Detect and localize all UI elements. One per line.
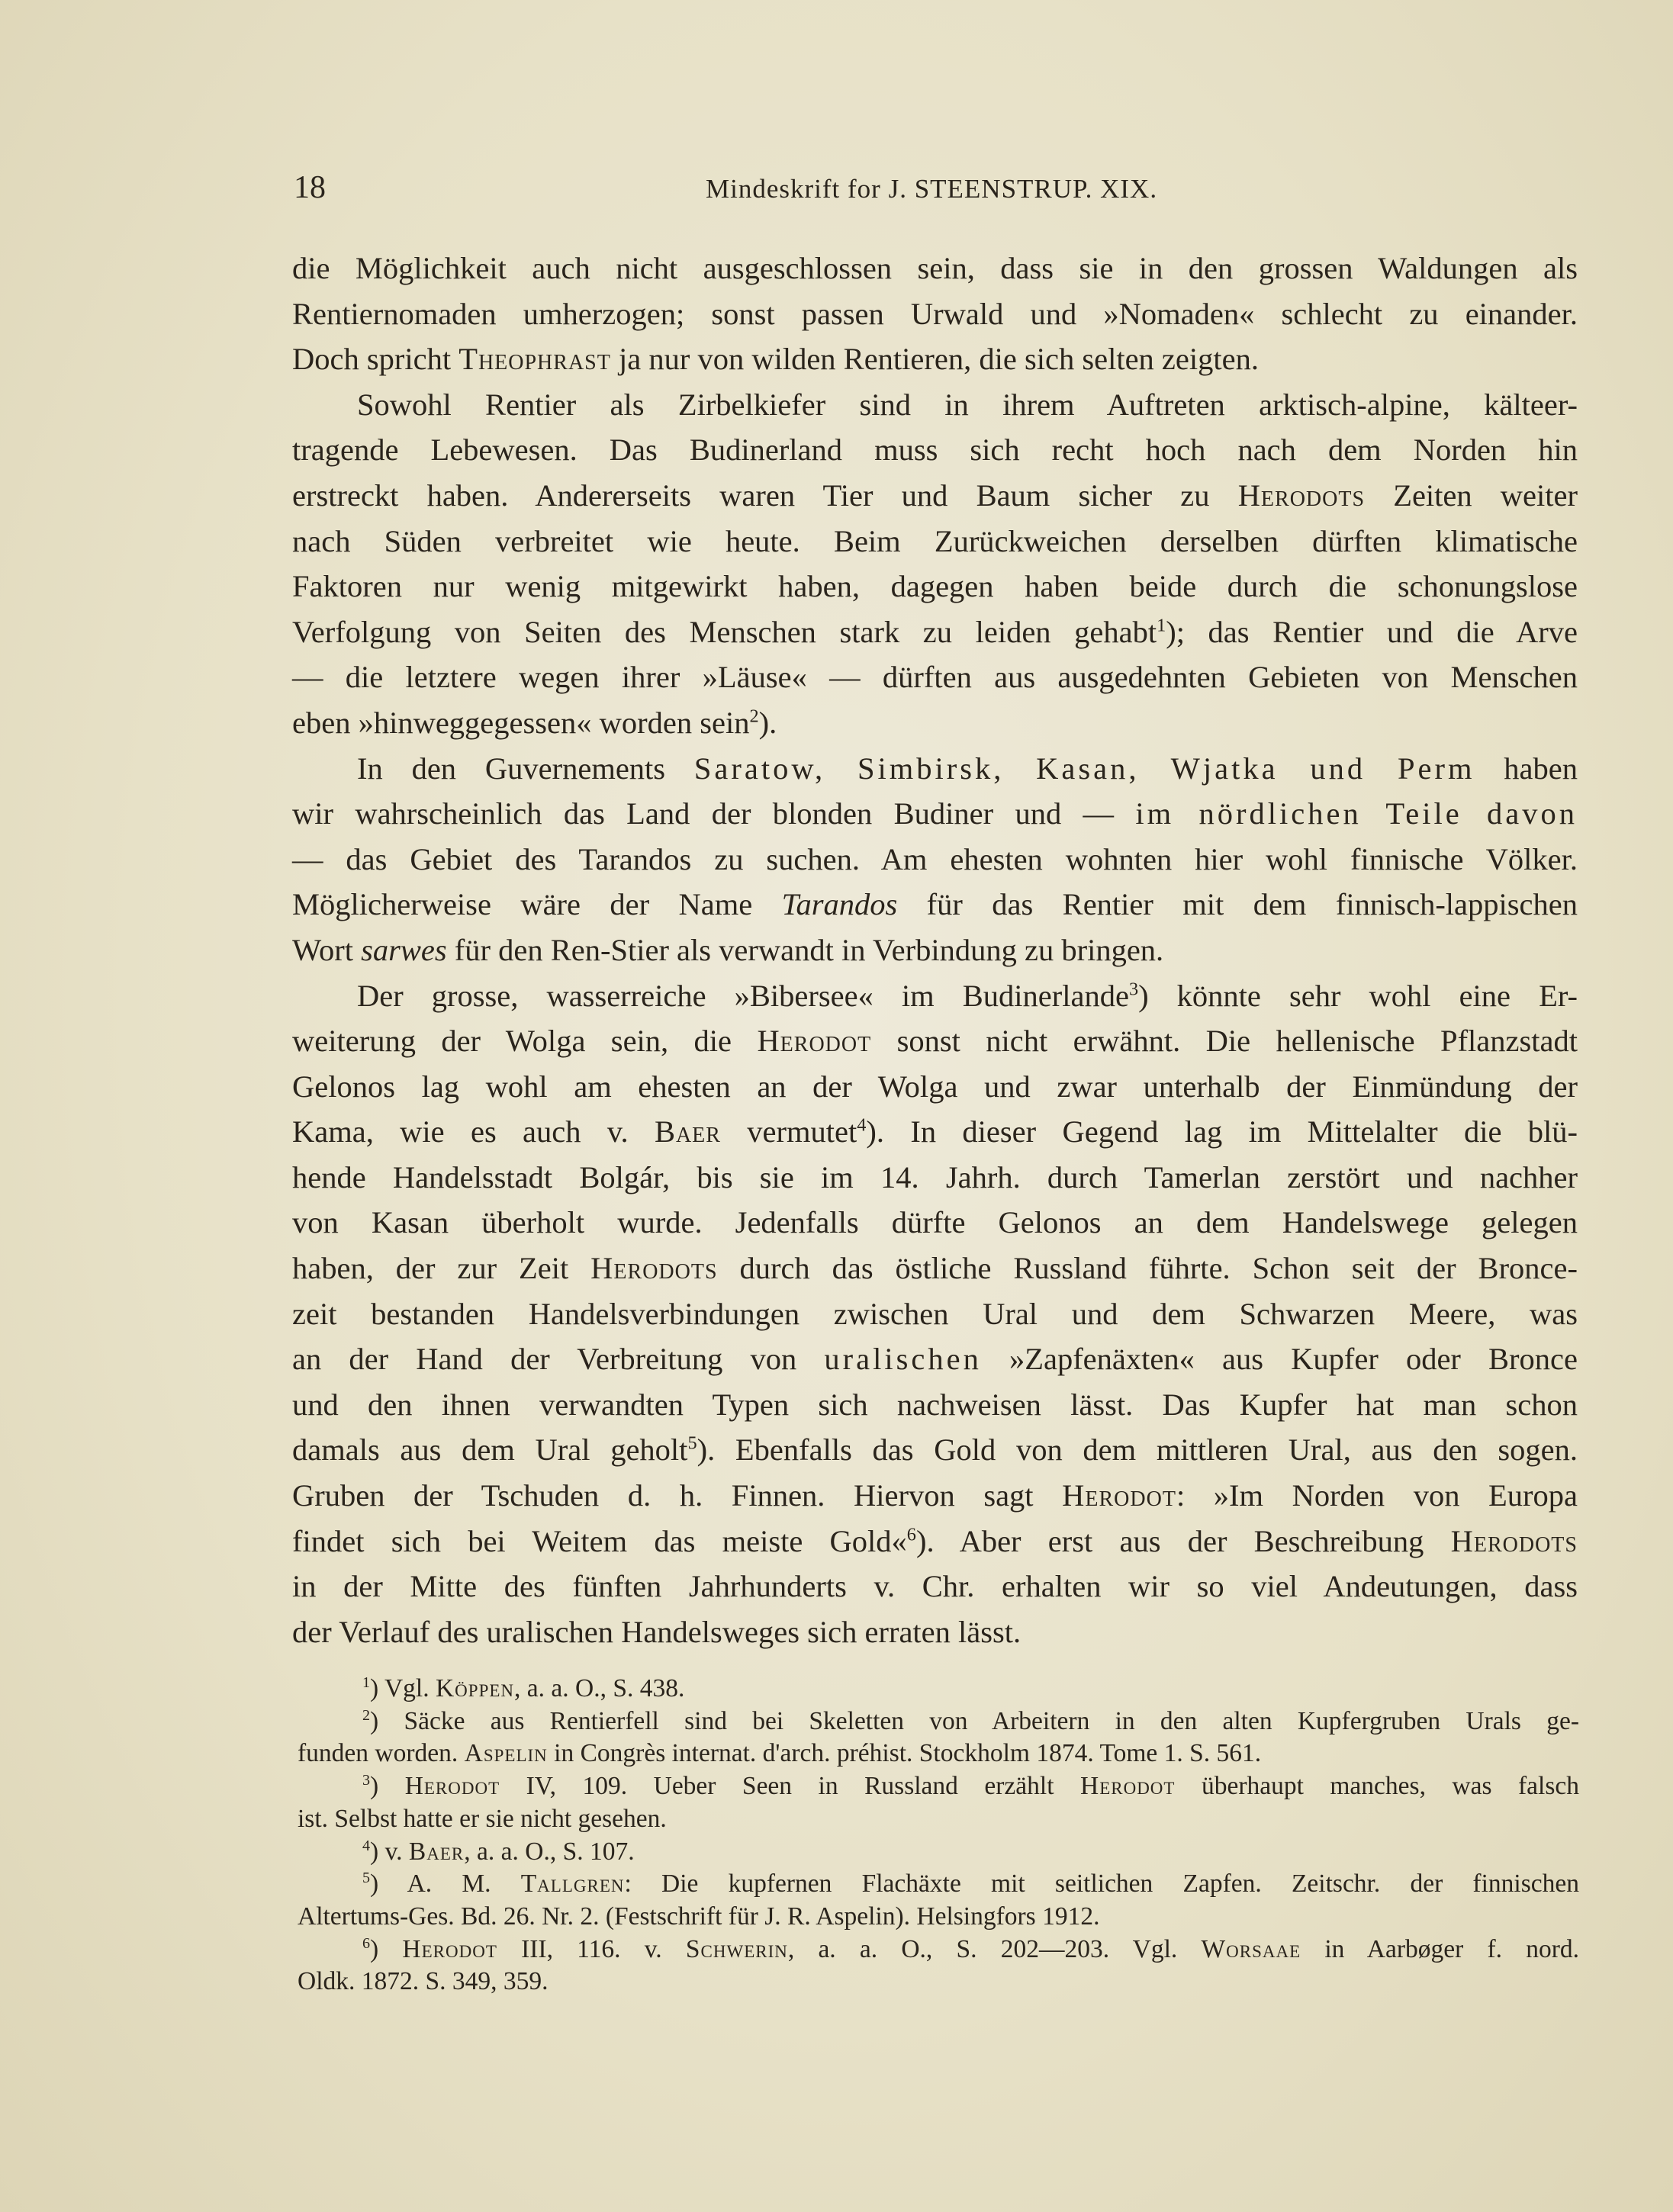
footnote-ref: 2 — [749, 706, 759, 727]
text-line: Wort sarwes für den Ren-Stier als verwandt in Verbindung zu bringen. — [292, 932, 1164, 967]
text-line: haben, der zur Zeit Herodots durch das östliche Russland führte. Schon seit der Bronce- — [292, 1251, 1578, 1286]
footnote-ref: 3 — [1128, 978, 1139, 999]
text-line: Doch spricht Theophrast ja nur von wilden Rentieren, die sich selten zeigten. — [292, 342, 1259, 377]
footnote-ref: 1 — [1157, 615, 1166, 636]
footnote-6: $^6$) Herodot III, 116. v. Schwerin, a. a. O., S. 202—203. Vgl. Worsaae in Aarbøger f. nord. — [362, 1934, 1579, 1963]
footnote-ref: 4 — [857, 1114, 867, 1136]
footnote-1: $^1$) Vgl. Köppen, a. a. O., S. 438. — [362, 1673, 685, 1702]
footnote-2: $^2$) Säcke aus Rentierfell sind bei Skeletten von Arbeitern in den alten Kupfergruben Urals ge- — [362, 1706, 1579, 1735]
spaced-text: uralischen — [824, 1342, 982, 1377]
paragraph-start: Sowohl Rentier als Zirbelkiefer sind in ihrem Auftreten arktisch-alpine, kälteer- — [357, 387, 1578, 422]
paragraph-start: Der grosse, wasserreiche »Bibersee« im Budinerlande$^3$) könnte sehr wohl eine Er- — [357, 978, 1578, 1013]
text-line: der Verlauf des uralischen Handelsweges sich erraten lässt. — [292, 1614, 1021, 1649]
author-name: Herodot — [1062, 1478, 1176, 1513]
page-header — [294, 169, 1575, 215]
footnote-5-cont: Altertums-Ges. Bd. 26. Nr. 2. (Festschrift für J. R. Aspelin). Helsingfors 1912. — [298, 1902, 1100, 1931]
running-title: Mindeskrift for J. STEENSTRUP. XIX. — [706, 174, 1158, 204]
italic-term: Tarandos — [781, 887, 898, 922]
text-line: Gruben der Tschuden d. h. Finnen. Hiervon sagt Herodot: »Im Norden von Europa — [292, 1478, 1578, 1513]
text-line: und den ihnen verwandten Typen sich nachweisen lässt. Das Kupfer hat man schon — [292, 1387, 1578, 1422]
text-line: von Kasan überholt wurde. Jedenfalls dürfte Gelonos an dem Handelswege gelegen — [292, 1205, 1578, 1240]
text-line: erstreckt haben. Andererseits waren Tier und Baum sicher zu Herodots Zeiten weiter — [292, 477, 1578, 513]
spaced-text: im nördlichen Teile davon — [1135, 796, 1578, 831]
text-line: hende Handelsstadt Bolgár, bis sie im 14. Jahrh. durch Tamerlan zerstört und nachher — [292, 1159, 1578, 1194]
text-line: zeit bestanden Handelsverbindungen zwischen Ural und dem Schwarzen Meere, was — [292, 1296, 1578, 1331]
footnote-ref: 6 — [906, 1524, 916, 1545]
author-name: Herodots — [1450, 1523, 1578, 1558]
text-line: Gelonos lag wohl am ehesten an der Wolga und zwar unterhalb der Einmündung der — [292, 1069, 1578, 1104]
paragraph-start: In den Guvernements Saratow, Simbirsk, Kasan, Wjatka und Perm haben — [357, 751, 1578, 786]
main-text — [292, 246, 1578, 1654]
text-line: — die letztere wegen ihrer »Läuse« — dürften aus ausgedehnten Gebieten von Menschen — [292, 660, 1578, 695]
text-line: tragende Lebewesen. Das Budinerland muss sich recht hoch nach dem Norden hin — [292, 432, 1578, 468]
text-line: — das Gebiet des Tarandos zu suchen. Am ehesten wohnten hier wohl finnische Völker. — [292, 841, 1578, 876]
text-line: die Möglichkeit auch nicht ausgeschlossen sein, dass sie in den grossen Waldungen als — [292, 251, 1578, 285]
text-line: Möglicherweise wäre der Name Tarandos für das Rentier mit dem finnisch-lappischen — [292, 887, 1578, 922]
footnote-3: $^3$) Herodot IV, 109. Ueber Seen in Russland erzählt Herodot überhaupt manches, was falsch — [362, 1772, 1579, 1801]
footnote-ref: 5 — [687, 1432, 697, 1454]
footnote-4: $^4$) v. Baer, a. a. O., S. 107. — [362, 1837, 635, 1866]
text-line: findet sich bei Weitem das meiste Gold«$^6$). Aber erst aus der Beschreibung Herodots — [292, 1523, 1578, 1558]
text-line: Kama, wie es auch v. Baer vermutet$^4$). In dieser Gegend lag im Mittelalter die blü- — [292, 1114, 1578, 1149]
author-name: Herodots — [1237, 477, 1366, 513]
page-number: 18 — [294, 170, 326, 205]
text-line: eben »hinweggegessen« worden sein$^2$). — [292, 705, 777, 740]
author-name: Baer — [654, 1114, 721, 1149]
footnotes — [298, 1673, 1579, 1998]
author-name: Herodot — [757, 1024, 872, 1059]
text-line: weiterung der Wolga sein, die Herodot sonst nicht erwähnt. Die hellenische Pflanzstadt — [292, 1024, 1578, 1059]
text-line: damals aus dem Ural geholt$^5$). Ebenfalls das Gold von dem mittleren Ural, aus den sogen. — [292, 1432, 1578, 1468]
italic-term: sarwes — [361, 932, 447, 967]
footnote-3-cont: ist. Selbst hatte er sie nicht gesehen. — [298, 1804, 667, 1833]
text-line: Rentiernomaden umherzogen; sonst passen Urwald und »Nomaden« schlecht zu einander. — [292, 296, 1578, 331]
text-line: Verfolgung von Seiten des Menschen stark zu leiden gehabt$^1$); das Rentier und die Arve — [292, 614, 1578, 649]
text-line: nach Süden verbreitet wie heute. Beim Zurückweichen derselben dürften klimatische — [292, 523, 1578, 558]
author-name: Herodots — [590, 1251, 718, 1286]
spaced-text: Saratow, Simbirsk, Kasan, Wjatka und Perm — [693, 751, 1475, 786]
footnote-6-cont: Oldk. 1872. S. 349, 359. — [298, 1967, 549, 1996]
text-line: in der Mitte des fünften Jahrhunderts v. Chr. erhalten wir so viel Andeutungen, dass — [292, 1569, 1578, 1604]
footnote-5: $^5$) A. M. Tallgren: Die kupfernen Flachäxte mit seitlichen Zapfen. Zeitschr. der finnischen — [362, 1870, 1579, 1899]
text-line: wir wahrscheinlich das Land der blonden Budiner und — im nördlichen Teile davon — [292, 796, 1578, 831]
footnote-2-cont: funden worden. Aspelin in Congrès internat. d'arch. préhist. Stockholm 1874. Tome 1. S. 561. — [298, 1739, 1262, 1768]
author-name: Theophrast — [458, 342, 611, 377]
text-line: Faktoren nur wenig mitgewirkt haben, dagegen haben beide durch die schonungslose — [292, 569, 1578, 604]
text-line: an der Hand der Verbreitung von uralischen »Zapfenäxten« aus Kupfer oder Bronce — [292, 1342, 1578, 1377]
